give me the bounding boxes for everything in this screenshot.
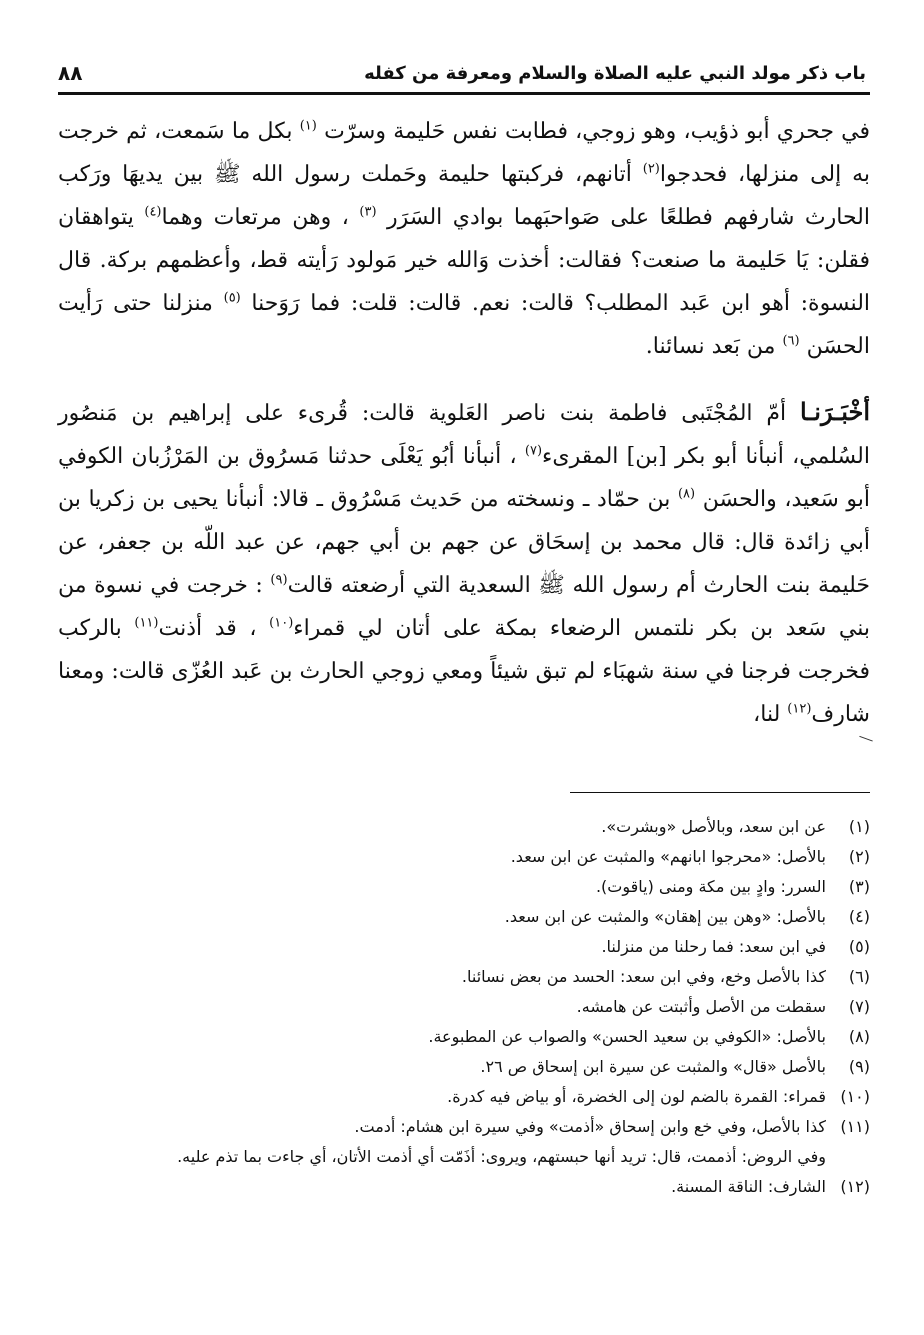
footnote-ref-10: (١٠) xyxy=(269,615,294,631)
footnote xyxy=(58,962,870,992)
p2-text-c: بن حمّاد ـ ونسخته من حَديث مَسْرُوق ـ قالا: أنبأنا يحيى بن زكريا بن أبي زائدة قال: قال محمد بن إسحَاق عن جهم بن أبي جهم، عن عبد اللّه بن جعفر، عن حَليمة بنت الحارث أم رسول الله ﷺ السعدية التي أرضعته قالت xyxy=(58,487,871,598)
footnote-text: السرر: وادٍ بين مكة ومنى (ياقوت). xyxy=(595,877,826,896)
page-number: ٨٨ xyxy=(58,61,83,85)
p2-text-f: بالركب فخرجت فرجنا في سنة شهبَاء لم تبق شيئاً ومعي زوجي الحارث بن عَبد العُزّى قالت: ومعنا شارف xyxy=(58,616,870,727)
footnote-rule xyxy=(570,792,870,793)
footnote-number: (٤) xyxy=(848,907,870,926)
footnote-ref-1: (١) xyxy=(299,118,317,134)
footnote xyxy=(58,1022,870,1052)
p1-text-f: منزلنا حتى رَأيت الحسَن xyxy=(58,291,870,359)
footnote-text: بالأصل: «الكوفي بن سعيد الحسن» والصواب عن المطبوعة. xyxy=(428,1027,826,1046)
footnote-ref-12: (١٢) xyxy=(787,701,812,717)
footnote-number: (٧) xyxy=(848,997,870,1016)
footnote-text: بالأصل «قال» والمثبت عن سيرة ابن إسحاق ص ٢٦. xyxy=(480,1057,826,1076)
paragraph-1 xyxy=(58,110,870,368)
footnote-ref-5: (٥) xyxy=(223,290,241,306)
footnote xyxy=(58,812,870,842)
footnote-text: قمراء: القمرة بالضم لون إلى الخضرة، أو بياض فيه كدرة. xyxy=(447,1087,826,1106)
running-title: باب ذكر مولد النبي عليه الصلاة والسلام ومعرفة من كفله xyxy=(364,62,866,84)
p1-text-e: يتواهقان فقلن: يَا حَليمة ما صنعت؟ فقالت: أخذت وَالله خير مَولود رَأيته قط، وأعظمهم بركة. قال النسوة: أهو ابن عَبد المطلب؟ قالت: نعم. قالت: قلت: فما رَوَحنا xyxy=(58,205,871,316)
footnote-ref-3: (٣) xyxy=(359,204,377,220)
margin-mark xyxy=(857,736,873,747)
footnote-number: (٨) xyxy=(848,1027,870,1046)
p1-text-b: بكل ما سَمعت، ثم خرجت به إلى منزلها، فحدجوا xyxy=(58,119,870,187)
footnote-number: (١١) xyxy=(840,1117,870,1136)
main-text xyxy=(58,110,870,736)
p2-text-g: لنا، xyxy=(753,702,788,727)
header-rule xyxy=(58,92,870,95)
footnote-number: (٩) xyxy=(848,1057,870,1076)
p2-text-b: ، أنبأنا أبُو يَعْلَى حدثنا مَسرُوق بن المَرْزُبان الكوفي أبو سَعيد، والحسَن xyxy=(58,444,870,512)
footnote-ref-2: (٢) xyxy=(642,161,660,177)
footnote-number: (٢) xyxy=(848,847,870,866)
footnote xyxy=(58,902,870,932)
footnote-continuation xyxy=(58,1142,870,1172)
page-header xyxy=(58,58,866,88)
p1-text-d: ، وهن مرتعات وهما xyxy=(161,205,360,230)
footnote-ref-7: (٧) xyxy=(524,443,543,459)
p1-text-a: في جحري أبو ذؤيب، وهو زوجي، فطابت نفس حَليمة وسرّت xyxy=(316,119,871,144)
footnote-text: بالأصل: «وهن بين إهقان» والمثبت عن ابن سعد. xyxy=(504,907,826,926)
p1-text-g: من بَعد نسائنا. xyxy=(645,334,783,359)
footnote-text: عن ابن سعد، وبالأصل «وبشرت». xyxy=(601,817,826,836)
footnote-number: (٣) xyxy=(848,877,870,896)
p2-text-e: ، قد أذنت xyxy=(158,616,270,641)
p2-text-a: أمّ المُجْتَبى فاطمة بنت ناصر العَلوية قالت: قُرىء على إبراهيم بن مَنصُور السُلمي، أنبأنا أبو بكر [بن] المقرىء xyxy=(58,401,870,469)
footnote-ref-8: (٨) xyxy=(677,486,696,502)
footnote-text: سقطت من الأصل وأثبتت عن هامشه. xyxy=(576,997,826,1016)
footnote xyxy=(58,842,870,872)
paragraph-2 xyxy=(58,390,870,736)
footnote xyxy=(58,872,870,902)
footnote-text: كذا بالأصل، وفي خع وابن إسحاق «أذمت» وفي سيرة ابن هشام: أدمت. xyxy=(354,1117,826,1136)
footnote-number: (١٢) xyxy=(840,1177,870,1196)
p2-text-d: : خرجت في نسوة من بني سَعد بن بكر نلتمس الرضعاء بمكة على أتان لي قمراء xyxy=(58,573,870,641)
footnote-text: الشارف: الناقة المسنة. xyxy=(671,1177,826,1196)
paragraph-gap xyxy=(58,368,870,390)
footnote-ref-4: (٤) xyxy=(144,204,162,220)
footnote-number: (١) xyxy=(848,817,870,836)
footnote xyxy=(58,1082,870,1112)
footnote-ref-6: (٦) xyxy=(782,333,800,349)
footnote-number: (١٠) xyxy=(840,1087,870,1106)
footnote-text: كذا بالأصل وخع، وفي ابن سعد: الحسد من بعض نسائنا. xyxy=(461,967,826,986)
p1-text-c: أتانهم، فركبتها حليمة وحَملت رسول الله ﷺ بين يديهَا ورَكب الحارث شارفهم فطلعًا على صَواحبَهما بوادي السَرَر xyxy=(58,162,870,230)
footnote-number: (٥) xyxy=(848,937,870,956)
footnote-text: وفي الروض: أذممت، قال: تريد أنها حبستهم، ويروى: أذَمّت أي أذمت الأتان، أي جاءت بما تذم عليه. xyxy=(177,1147,826,1166)
footnote-text: في ابن سعد: فما رحلنا من منزلنا. xyxy=(601,937,826,956)
footnote-text: بالأصل: «محرجوا ابانهم» والمثبت عن ابن سعد. xyxy=(510,847,826,866)
footnote xyxy=(58,1052,870,1082)
footnote xyxy=(58,1112,870,1142)
footnote-ref-11: (١١) xyxy=(134,615,159,631)
footnote xyxy=(58,992,870,1022)
footnote-ref-9: (٩) xyxy=(270,572,288,588)
footnote-number: (٦) xyxy=(848,967,870,986)
lead-word: أخْبَـرَنـا xyxy=(799,397,870,426)
footnotes xyxy=(58,812,870,1202)
footnote xyxy=(58,1172,870,1202)
footnote xyxy=(58,932,870,962)
